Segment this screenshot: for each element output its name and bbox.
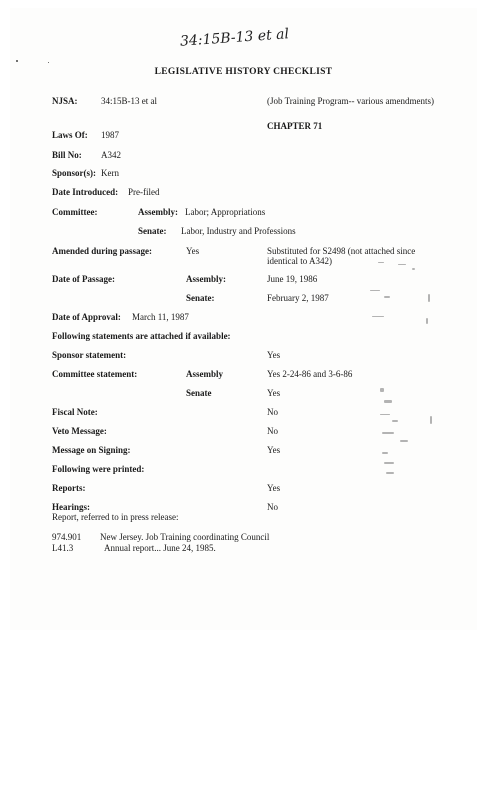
amended-note: Substituted for S2498 (not attached since identical to A342) bbox=[267, 246, 416, 266]
amended-label: Amended during passage: bbox=[52, 246, 153, 256]
following-attached-heading: Following statements are attached if available: bbox=[52, 331, 231, 341]
date-introduced-value: Pre-filed bbox=[128, 187, 160, 197]
passage-assembly-value: June 19, 1986 bbox=[267, 274, 318, 284]
reference-code: L41.3 bbox=[52, 543, 74, 553]
sponsor-statement-value: Yes bbox=[267, 350, 281, 360]
laws-of-value: 1987 bbox=[101, 130, 119, 140]
date-of-approval-value: March 11, 1987 bbox=[132, 312, 189, 322]
committee-statement-assembly-label: Assembly bbox=[186, 369, 224, 379]
chapter: CHAPTER 71 bbox=[267, 121, 323, 131]
veto-message-value: No bbox=[267, 426, 278, 436]
committee-statement-senate-label: Senate bbox=[186, 388, 212, 398]
njsa-note: (Job Training Program-- various amendments) bbox=[267, 96, 434, 106]
passage-assembly-label: Assembly: bbox=[186, 274, 226, 284]
sponsor-statement-label: Sponsor statement: bbox=[52, 350, 127, 360]
committee-assembly-value: Labor; Appropriations bbox=[185, 207, 266, 217]
date-introduced-label: Date Introduced: bbox=[52, 187, 119, 197]
passage-senate-label: Senate: bbox=[186, 293, 215, 303]
sponsor-value: Kern bbox=[101, 168, 119, 178]
committee-senate-value: Labor, Industry and Professions bbox=[181, 226, 296, 236]
report-note: Report, referred to in press release: bbox=[52, 512, 179, 522]
message-on-signing-label: Message on Signing: bbox=[52, 445, 131, 455]
bill-no-label: Bill No: bbox=[52, 150, 82, 160]
passage-senate-value: February 2, 1987 bbox=[267, 293, 329, 303]
laws-of-label: Laws Of: bbox=[52, 130, 88, 140]
sponsor-label: Sponsor(s): bbox=[52, 168, 97, 178]
bill-no-value: A342 bbox=[101, 150, 121, 160]
following-printed-heading: Following were printed: bbox=[52, 464, 145, 474]
hearings-label: Hearings: bbox=[52, 502, 90, 512]
date-of-passage-label: Date of Passage: bbox=[52, 274, 115, 284]
committee-senate-label: Senate: bbox=[138, 226, 167, 236]
reference-text: Annual report... June 24, 1985. bbox=[104, 543, 216, 553]
committee-statement-assembly-value: Yes 2-24-86 and 3-6-86 bbox=[267, 369, 353, 379]
committee-label: Committee: bbox=[52, 207, 98, 217]
reports-label: Reports: bbox=[52, 483, 86, 493]
hearings-value: No bbox=[267, 502, 278, 512]
committee-statement-label: Committee statement: bbox=[52, 369, 138, 379]
njsa-value: 34:15B-13 et al bbox=[101, 96, 157, 106]
page-title: LEGISLATIVE HISTORY CHECKLIST bbox=[154, 67, 333, 77]
date-of-approval-label: Date of Approval: bbox=[52, 312, 121, 322]
handwritten-reference: 34:15B-13 et al bbox=[179, 26, 290, 50]
fiscal-note-value: No bbox=[267, 407, 278, 417]
reference-text: New Jersey. Job Training coordinating Council bbox=[100, 532, 270, 542]
reports-value: Yes bbox=[267, 483, 281, 493]
fiscal-note-label: Fiscal Note: bbox=[52, 407, 98, 417]
message-on-signing-value: Yes bbox=[267, 445, 281, 455]
committee-assembly-label: Assembly: bbox=[138, 207, 178, 217]
njsa-label: NJSA: bbox=[52, 96, 78, 106]
veto-message-label: Veto Message: bbox=[52, 426, 107, 436]
amended-value: Yes bbox=[186, 246, 200, 256]
committee-statement-senate-value: Yes bbox=[267, 388, 281, 398]
reference-code: 974.901 bbox=[52, 532, 82, 542]
